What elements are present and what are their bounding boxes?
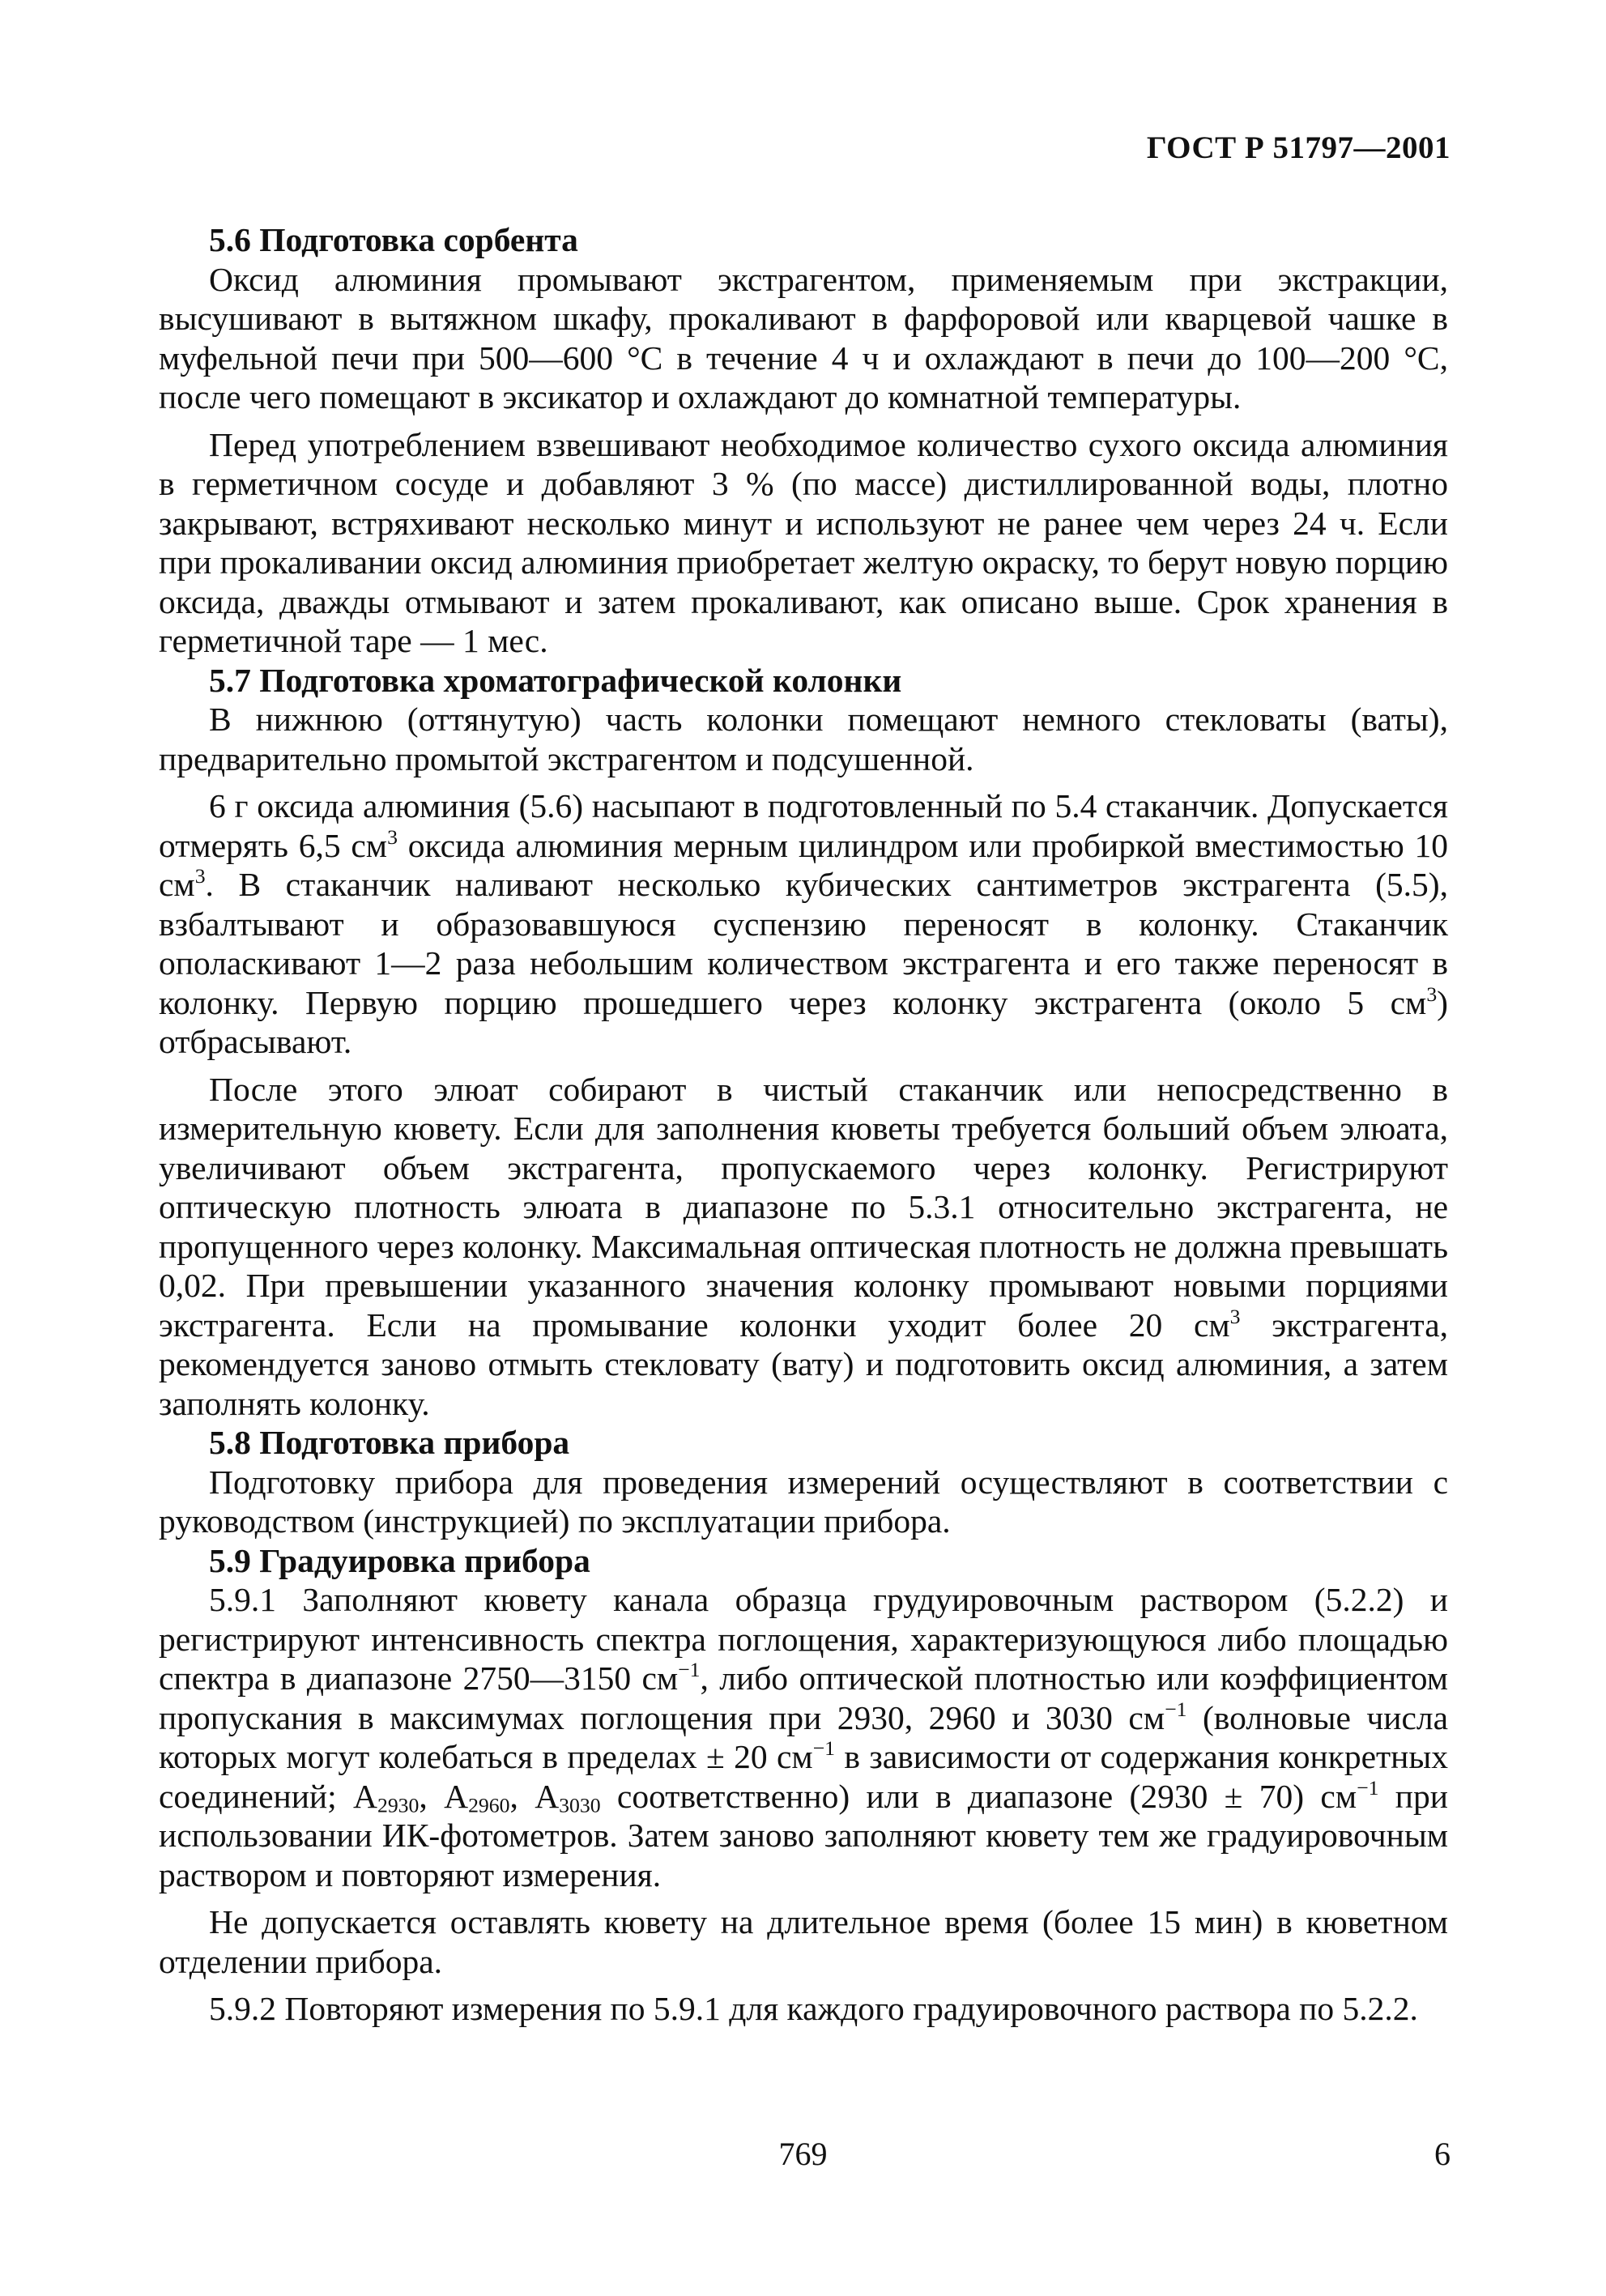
section-5-8-heading: 5.8 Подготовка прибора <box>209 1424 570 1461</box>
superscript: 3 <box>1426 982 1438 1006</box>
section-5-6-heading: 5.6 Подготовка сорбента <box>209 221 578 258</box>
document-body <box>159 220 1448 2029</box>
text-run: соответственно) или в диапазоне (2930 ± 70) см <box>600 1777 1357 1815</box>
text-run: , А <box>419 1777 469 1815</box>
section-5-8-paragraph-1: Подготовку прибора для проведения измерений осуществляют в соответствии с руководством (инструкцией) по эксплуатации прибора. <box>159 1463 1448 1540</box>
text-run: ) отбрасывают. <box>159 983 1448 1060</box>
superscript: −1 <box>812 1736 836 1761</box>
superscript: 3 <box>387 824 398 849</box>
section-5-7-heading: 5.7 Подготовка хроматографической колонки <box>209 661 902 699</box>
text-run: 5.9.1 Заполняют кювету канала образца грудуировочным раствором (5.2.2) и регистрируют интенсивность спектра поглощения, характеризующуюся либо площадью спектра в диапазоне 2750—3150 см <box>159 1581 1448 1697</box>
section-5-7-paragraph-3 <box>159 1070 1448 1424</box>
superscript: 3 <box>1229 1304 1241 1328</box>
text-run: 6 г оксида алюминия (5.6) насыпают в подготовленный по 5.4 стаканчик. Допускается отмерять 6,5 см <box>159 787 1448 864</box>
text-run: , либо оптической плотностью или коэффициентом пропускания в максимумах поглощения при 2930, 2960 и 3030 см <box>159 1659 1448 1736</box>
section-5-7-paragraph-2 <box>159 786 1448 1062</box>
sheet-number: 6 <box>1434 2136 1451 2172</box>
section-5-6-paragraph-2: Перед употреблением взвешивают необходимое количество сухого оксида алюминия в герметичном сосуде и добавляют 3 % (по массе) дистиллированной воды, плотно закрывают, встряхивают несколько минут и используют не ранее чем через 24 ч. Если при прокаливании оксид алюминия приобретает желтую окраску, то берут новую порцию оксида, дважды отмывают и затем прокаливают, как описано выше. Срок хранения в герметичной таре — 1 мес. <box>159 425 1448 659</box>
section-5-7-paragraph-1: В нижнюю (оттянутую) часть колонки помещают немного стекловаты (ваты), предварительно промытой экстрагентом и подсушенной. <box>159 701 1448 777</box>
text-run: . В стаканчик наливают несколько кубических сантиметров экстрагента (5.5), взбалтывают и образовавшуюся суспензию переносят в колонку. Стаканчик ополаскивают 1—2 раза небольшим количеством экстрагента и его также переносят в колонку. Первую порцию прошедшего через колонку экстрагента (около 5 см <box>159 866 1448 1021</box>
section-5-9-heading: 5.9 Градуировка прибора <box>209 1541 590 1579</box>
superscript: 3 <box>194 864 206 888</box>
standard-designation: ГОСТ Р 51797—2001 <box>1146 130 1451 165</box>
section-5-9-2-paragraph: 5.9.2 Повторяют измерения по 5.9.1 для каждого градуировочного раствора по 5.2.2. <box>209 1990 1418 2027</box>
section-5-9-1-paragraph <box>159 1580 1448 1894</box>
superscript: −1 <box>1165 1697 1187 1721</box>
text-run: , А <box>509 1777 560 1815</box>
text-run: при использовании ИК-фотометров. Затем заново заполняют кювету тем же градуировочным раствором и повторяют измерения. <box>159 1777 1448 1893</box>
text-run: (волновые числа которых могут колебаться в пределах ± 20 см <box>159 1698 1449 1775</box>
text-run: в зависимости от содержания конкретных соединений; А <box>159 1738 1448 1815</box>
section-5-9-paragraph-2: Не допускается оставлять кювету на длительное время (более 15 мин) в кюветном отделении прибора. <box>159 1903 1448 1980</box>
subscript: 3030 <box>559 1793 601 1817</box>
text-run: После этого элюат собирают в чистый стаканчик или непосредственно в измерительную кювету. Если для заполнения кюветы требуется больший объем элюата, увеличивают объем экстрагента, пропускаемого через колонку. Регистрируют оптическую плотность элюата в диапазоне по 5.3.1 относительно экстрагента, не пропущенного через колонку. Максимальная оптическая плотность не должна превышать 0,02. При превышении указанного значения колонку промывают новыми порциями экстрагента. Если на промывание колонки уходит более 20 см <box>159 1070 1448 1344</box>
subscript: 2930 <box>377 1793 420 1817</box>
subscript: 2960 <box>468 1793 510 1817</box>
text-run: экстрагента, рекомендуется заново отмыть стекловату (вату) и подготовить оксид алюминия, а затем заполнять колонку. <box>159 1306 1448 1422</box>
superscript: −1 <box>1357 1775 1379 1800</box>
superscript: −1 <box>678 1658 701 1682</box>
section-5-6-paragraph-1: Оксид алюминия промывают экстрагентом, применяемым при экстракции, высушивают в вытяжном шкафу, прокаливают в фарфоровой или кварцевой чашке в муфельной печи при 500—600 °С в течение 4 ч и охлаждают в печи до 100—200 °С, после чего помещают в эксикатор и охлаждают до комнатной температуры. <box>159 260 1448 415</box>
text-run: оксида алюминия мерным цилиндром или пробиркой вместимостью 10 см <box>159 826 1448 903</box>
page-number: 769 <box>778 2136 828 2172</box>
